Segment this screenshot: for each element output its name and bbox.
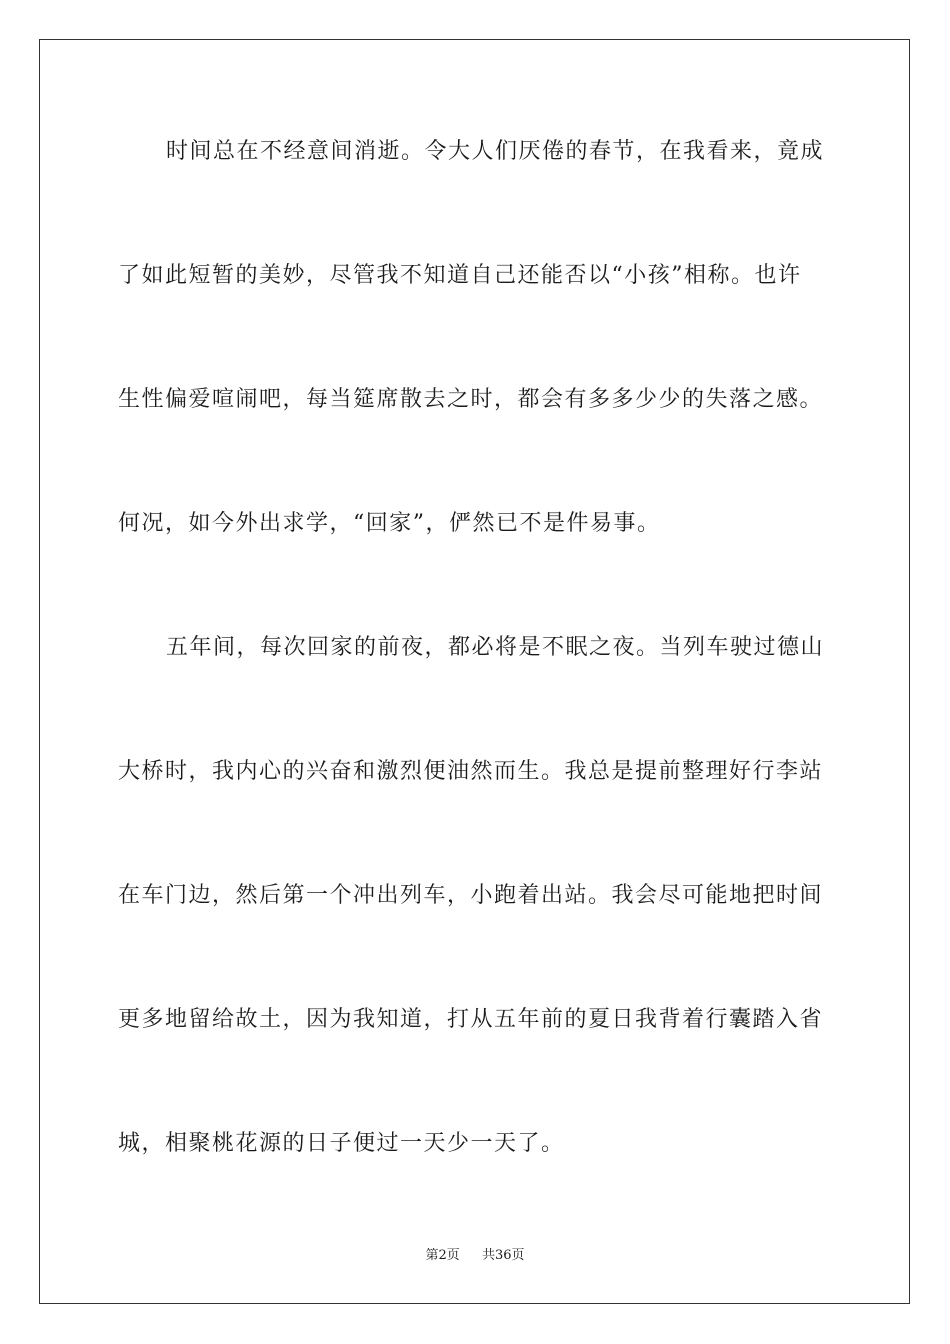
paragraph-2-line-4: 更多地留给故土，因为我知道，打从五年前的夏日我背着行囊踏入省 — [118, 1007, 824, 1032]
page-number: 第2页 — [425, 1248, 460, 1263]
paragraph-1-line-3: 生性偏爱喧闹吧，每当筵席散去之时，都会有多多少少的失落之感。 — [118, 387, 824, 412]
paragraph-2-line-1: 五年间，每次回家的前夜，都必将是不眠之夜。当列车驶过德山 — [166, 635, 825, 660]
paragraph-1-line-1: 时间总在不经意间消逝。令大人们厌倦的春节，在我看来，竟成 — [166, 139, 825, 164]
paragraph-2-line-2: 大桥时，我内心的兴奋和激烈便油然而生。我总是提前整理好行李站 — [118, 759, 824, 784]
paragraph-1-line-2: 了如此短暂的美妙，尽管我不知道自己还能否以“小孩”相称。也许 — [118, 263, 802, 288]
page-footer — [0, 1247, 950, 1265]
page-total: 共36页 — [482, 1248, 525, 1263]
paragraph-2-line-5: 城，相聚桃花源的日子便过一天少一天了。 — [118, 1131, 565, 1156]
paragraph-2-line-3: 在车门边，然后第一个冲出列车，小跑着出站。我会尽可能地把时间 — [118, 883, 824, 908]
page-border — [39, 39, 910, 1304]
paragraph-1-line-4: 何况，如今外出求学，“回家”，俨然已不是件易事。 — [118, 511, 661, 536]
